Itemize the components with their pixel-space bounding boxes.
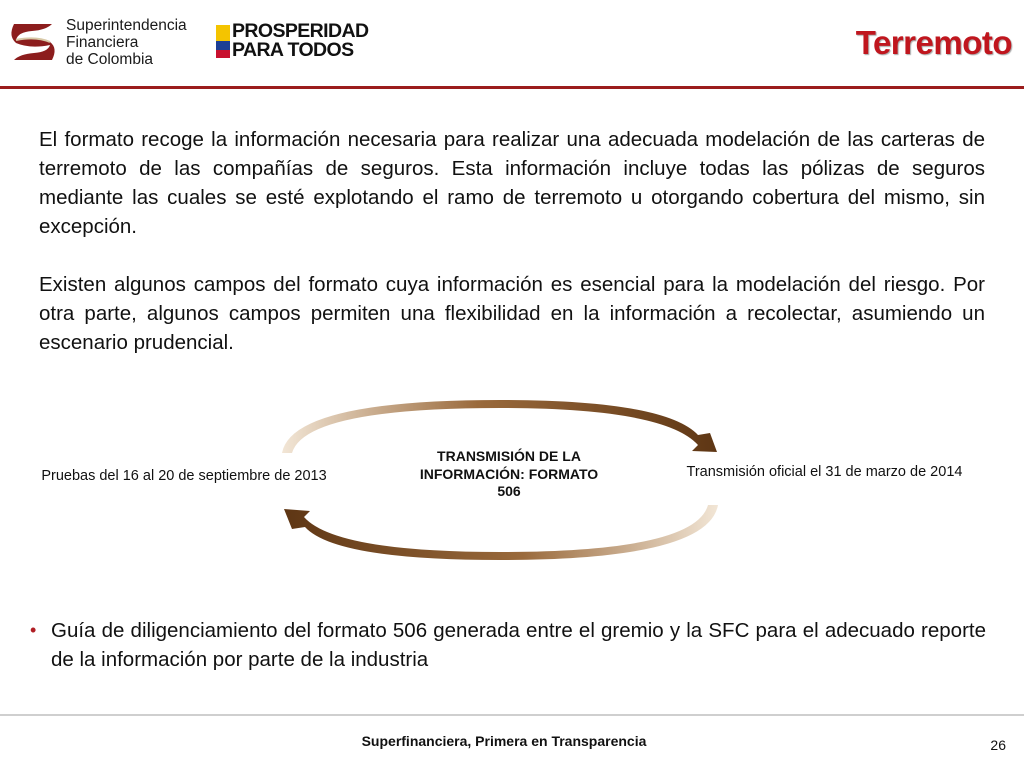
- bullet-text: Guía de diligenciamiento del formato 506 generada entre el gremio y la SFC para el adecuado reporte de la información por parte de la industria: [51, 619, 986, 671]
- top-arrow-arc: [282, 400, 717, 453]
- sfc-logo: [6, 18, 188, 68]
- bottom-arrow-arc: [284, 505, 718, 560]
- prosperidad-logo: [216, 22, 371, 66]
- paragraph-format-description: El formato recoge la información necesaria para realizar una adecuada modelación de las carteras de terremoto de las compañías de seguros. Esta información incluye todas las pólizas de seguros mediante las cuales se esté explotando el ramo de terremoto u otorgando cobertura del mismo, sin excepción.: [39, 128, 985, 238]
- footer-slogan: Superfinanciera, Primera en Transparencia: [361, 733, 647, 749]
- bullet-icon: •: [30, 620, 37, 640]
- sfc-logo-text: Superintendencia Financiera de Colombia: [66, 17, 187, 68]
- official-transmission-label: Transmisión oficial el 31 de marzo de 2014: [686, 464, 963, 480]
- header-divider: [0, 86, 1024, 89]
- sfc-emblem-icon: [6, 18, 61, 66]
- colombia-flag-icon: [216, 25, 230, 58]
- cycle-center-text: TRANSMISIÓN DE LA INFORMACIÓN: FORMATO 506: [419, 448, 599, 499]
- footer-divider: [0, 714, 1024, 716]
- paragraph-essential-fields: Existen algunos campos del formato cuya información es esencial para la modelación del riesgo. Por otra parte, algunos campos permiten una flexibilidad en la información a recolectar, asumiendo un escenario prudencial.: [39, 273, 985, 354]
- tests-date-label: Pruebas del 16 al 20 de septiembre de 2013: [41, 468, 327, 484]
- prosperidad-logo-text: PROSPERIDAD PARA TODOS: [232, 20, 369, 61]
- page-number: 26: [990, 737, 1006, 753]
- bullet-item: [30, 616, 986, 674]
- page-title: Terremoto: [855, 24, 1012, 61]
